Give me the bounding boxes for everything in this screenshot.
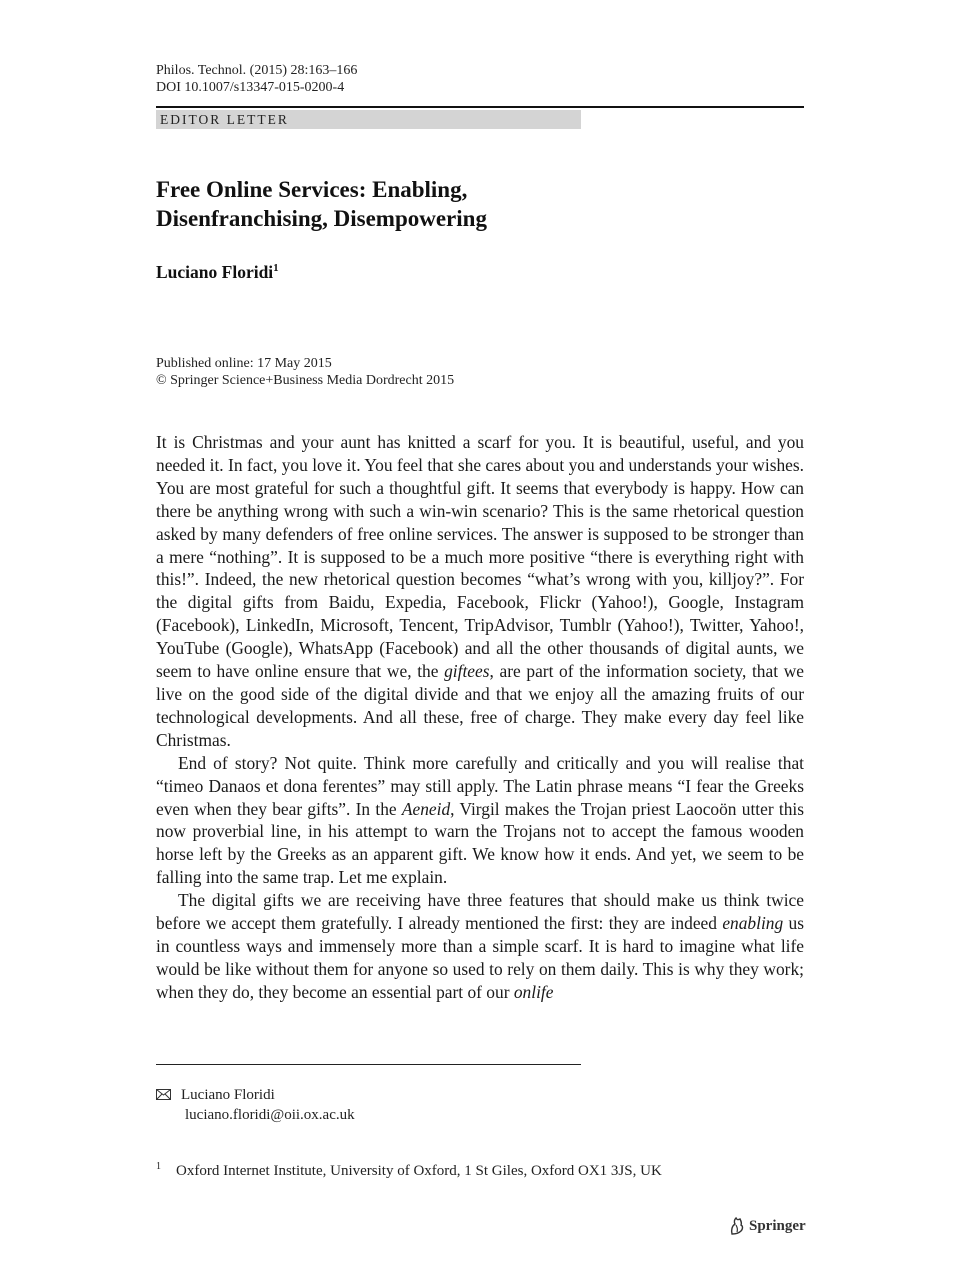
publication-info (156, 355, 454, 389)
corresp-email[interactable]: luciano.floridi@oii.ox.ac.uk (185, 1107, 355, 1123)
affil-text: Oxford Internet Institute, University of Oxford, 1 St Giles, Oxford OX1 3JS, UK (176, 1163, 662, 1179)
affil-mark: 1 (156, 1161, 161, 1172)
paragraph-2: End of story? Not quite. Think more carefully and critically and you will realise that “timeo Danaos et dona ferentes” may still apply. The Latin phrase means “I fear the Greeks even when they bear gifts”. In the Aeneid, Virgil makes the Trojan priest Laocoön utter this now proverbial line, in his attempt to warn the Trojans not to accept the famous wooden horse left by the Greeks as an apparent gift. We know how it ends. And yet, we seem to be falling into the same trap. Let me explain. (156, 752, 805, 888)
published-date: Published online: 17 May 2015 (156, 356, 332, 371)
article-body (156, 431, 804, 1004)
springer-horse-icon (728, 1216, 746, 1236)
journal-citation-block (156, 62, 357, 96)
publisher-logo (728, 1216, 806, 1236)
copyright: © Springer Science+Business Media Dordrecht 2015 (156, 373, 455, 388)
author-line (156, 262, 279, 283)
correspondence (156, 1085, 355, 1125)
publisher-name: Springer (749, 1217, 806, 1234)
author-name: Luciano Floridi (156, 262, 274, 282)
paragraph-3: The digital gifts we are receiving have three features that should make us think twice before we accept them gratefully. I already mentioned the first: they are indeed enabling us in countless ways and immensely more than a simple scarf. It is hard to imagine what life would be like without them for anyone so used to rely on them daily. This is why they work; when they do, they become an essential part of our onlife (156, 890, 804, 1002)
doi[interactable]: DOI 10.1007/s13347-015-0200-4 (156, 80, 345, 95)
section-label: EDITOR LETTER (156, 110, 581, 129)
article-title (156, 175, 804, 233)
affiliation (156, 1161, 662, 1180)
title-line-1: Free Online Services: Enabling, (156, 177, 468, 202)
corresp-name: Luciano Floridi (181, 1087, 275, 1103)
title-line-2: Disenfranchising, Disempowering (156, 206, 487, 231)
author-affil-mark[interactable]: 1 (273, 262, 279, 274)
paragraph-1: It is Christmas and your aunt has knitted a scarf for you. It is beautiful, useful, and you needed it. In fact, you love it. You feel that she cares about you and understands your wishes. You are most grateful for such a thoughtful gift. It seems that everybody is happy. How can there be anything wrong with such a win-win scenario? This is the same rhetorical question asked by many defenders of free online services. The answer is supposed to be stronger than a mere “nothing”. It is supposed to be a much more positive “there is everything right with this!”. Indeed, the new rhetorical question becomes “what’s wrong with you, killjoy?”. For the digital gifts from Baidu, Expedia, Facebook, Flickr (Yahoo!), Google, Instagram (Facebook), LinkedIn, Microsoft, Tencent, TripAdvisor, Tumblr (Yahoo!), Twitter, Yahoo!, YouTube (Google), WhatsApp (Facebook) and all the other thousands of digital aunts, we seem to have online ensure that we, the giftees, are part of the information society, that we live on the good side of the digital divide and that we enjoy all the amazing fruits of our technological developments. And all these, free of charge. They make every day feel like Christmas. (156, 432, 804, 750)
footnote-rule (156, 1064, 581, 1065)
envelope-icon (156, 1089, 171, 1100)
journal-citation: Philos. Technol. (2015) 28:163–166 (156, 63, 358, 78)
header-rule (156, 106, 804, 108)
